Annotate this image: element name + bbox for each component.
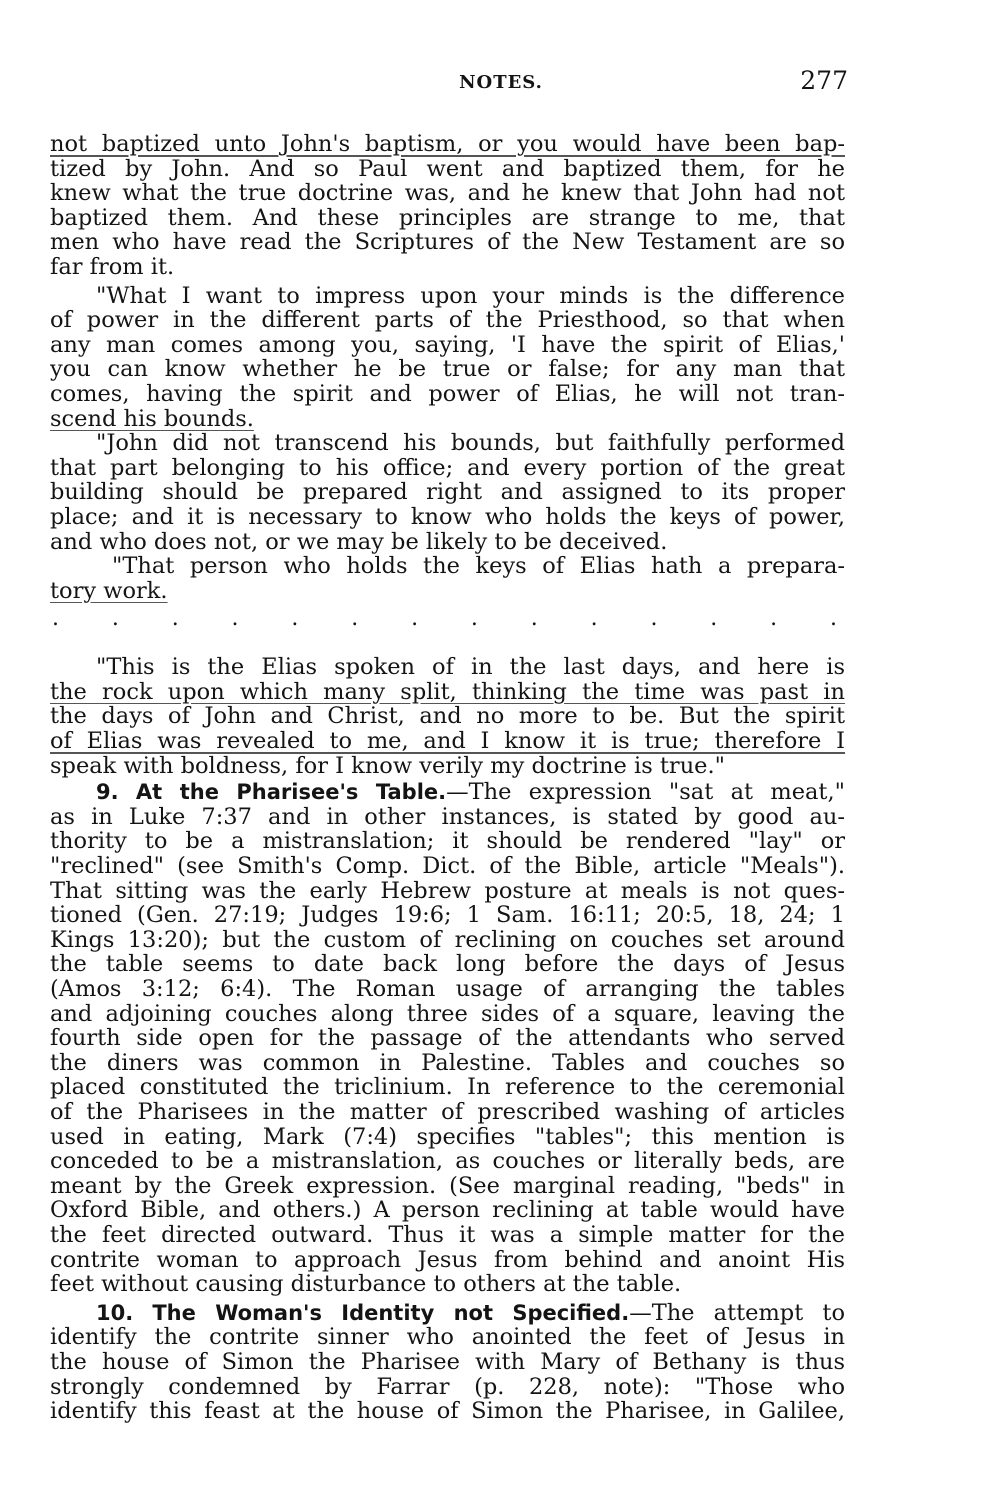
text-line: that part belonging to his office; and every portion of the great: [50, 455, 845, 481]
quote-paragraph-4: [50, 554, 845, 603]
ellipsis-dot: .: [470, 606, 478, 632]
note-number: 9.: [96, 780, 119, 805]
text-line: "John did not transcend his bounds, but faithfully performed: [96, 431, 845, 456]
text-line: tory work.: [50, 578, 168, 604]
text-line: the house of Simon the Pharisee with Mary of Bethany is thus: [50, 1349, 845, 1375]
ellipsis-dot: .: [770, 606, 778, 632]
text-line: far from it.: [50, 254, 175, 280]
ellipsis-row: [50, 607, 845, 631]
ellipsis-dot: .: [710, 606, 718, 632]
ellipsis-dot: .: [231, 606, 239, 632]
text-line: place; and it is necessary to know who holds the keys of power,: [50, 504, 845, 530]
text-line: any man comes among you, saying, 'I have the spirit of Elias,': [50, 332, 845, 358]
text-line: and adjoining couches along three sides of a square, leaving the: [50, 1001, 845, 1027]
text-line: "What I want to impress upon your minds is the difference: [96, 283, 845, 309]
text-line: you can know whether he be true or false; for any man that: [50, 357, 845, 382]
note-10: [50, 1301, 845, 1424]
text-line: knew what the true doctrine was, and he knew that John had not: [50, 181, 845, 206]
text-line: of Elias was revealed to me, and I know it is true; therefore I: [50, 729, 845, 754]
page-number: 277: [800, 66, 848, 95]
ellipsis-dot: .: [650, 606, 658, 632]
note-heading-rest: —The expression "sat at meat,": [446, 780, 845, 805]
note-heading: The Woman's Identity not Specified.: [152, 1300, 630, 1325]
quote-paragraph-3: [50, 431, 845, 554]
running-head: NOTES.: [459, 72, 543, 93]
text-line: That sitting was the early Hebrew posture at meals is not ques-: [50, 878, 845, 904]
text-line: as in Luke 7:37 and in other instances, is stated by good au-: [50, 804, 845, 830]
text-line: the diners was common in Palestine. Tables and couches so: [50, 1050, 845, 1076]
text-line: tized by John. And so Paul went and baptized them, for he: [50, 156, 845, 182]
text-line: the rock upon which many split, thinking the time was past in: [50, 679, 845, 705]
text-line: meant by the Greek expression. (See marginal reading, "beds" in: [50, 1173, 845, 1199]
text-line: "reclined" (see Smith's Comp. Dict. of the Bible, article "Meals").: [50, 854, 845, 879]
note-number: 10.: [96, 1300, 134, 1325]
text-line: feet without causing disturbance to others at the table.: [50, 1272, 682, 1297]
quote-paragraph-5: [50, 655, 845, 778]
ellipsis-dot: .: [411, 606, 419, 632]
note-9: [50, 780, 845, 1296]
ellipsis-dot: .: [291, 606, 299, 632]
text-line: not baptized unto John's baptism, or you would have been bap-: [50, 132, 845, 157]
ellipsis-dot: .: [171, 606, 179, 632]
text-line: (Amos 3:12; 6:4). The Roman usage of arranging the tables: [50, 977, 845, 1002]
text-line: "This is the Elias spoken of in the last days, and here is: [96, 655, 845, 680]
note-heading-rest: —The attempt to: [629, 1300, 845, 1326]
ellipsis-dot: .: [111, 606, 119, 632]
quote-paragraph-2: [50, 284, 845, 432]
text-line: building should be prepared right and assigned to its proper: [50, 480, 845, 505]
text-line: men who have read the Scriptures of the New Testament are so: [50, 230, 845, 255]
text-line: conceded to be a mistranslation, as couches or literally beds, are: [50, 1149, 845, 1174]
text-line: the table seems to date back long before the days of Jesus: [50, 952, 845, 977]
text-line: of the Pharisees in the matter of prescribed washing of articles: [50, 1099, 845, 1125]
text-line: scend his bounds.: [50, 406, 254, 432]
ellipsis-dot: .: [351, 606, 359, 632]
note-heading: At the Pharisee's Table.: [135, 780, 447, 805]
text-line: thority to be a mistranslation; it should be rendered "lay" or: [50, 829, 845, 855]
note-heading-line: [50, 1301, 845, 1326]
text-line: the feet directed outward. Thus it was a simple matter for the: [50, 1222, 845, 1248]
ellipsis-dot: .: [52, 606, 59, 632]
text-line: baptized them. And these principles are strange to me, that: [50, 205, 845, 231]
quote-paragraph-1: [50, 132, 845, 280]
text-line: Oxford Bible, and others.) A person reclining at table would have: [50, 1198, 845, 1223]
text-line: contrite woman to approach Jesus from behind and anoint His: [50, 1247, 845, 1273]
text-line: identify the contrite sinner who anointed the feet of Jesus in: [50, 1325, 845, 1350]
text-line: comes, having the spirit and power of Elias, he will not tran-: [50, 381, 845, 407]
ellipsis-dot: .: [530, 606, 538, 632]
text-line: and who does not, or we may be likely to be deceived.: [50, 529, 668, 555]
ellipsis-dot: .: [829, 606, 837, 632]
text-line: of power in the different parts of the Priesthood, so that when: [50, 308, 845, 333]
text-line: the days of John and Christ, and no more to be. But the spirit: [50, 704, 845, 730]
note-heading-line: [50, 780, 845, 805]
text-line: fourth side open for the passage of the attendants who served: [50, 1026, 845, 1051]
text-line: used in eating, Mark (7:4) specifies "tables"; this mention is: [50, 1124, 845, 1150]
text-line: speak with boldness, for I know verily my doctrine is true.": [50, 753, 725, 779]
ellipsis-dot: .: [590, 606, 598, 632]
text-line: tioned (Gen. 27:19; Judges 19:6; 1 Sam. 16:11; 20:5, 18, 24; 1: [50, 903, 845, 928]
text-line: Kings 13:20); but the custom of reclining on couches set around: [50, 927, 845, 953]
text-line: placed constituted the triclinium. In reference to the ceremonial: [50, 1075, 845, 1100]
text-line: identify this feast at the house of Simon the Pharisee, in Galilee,: [50, 1399, 845, 1424]
text-line: "That person who holds the keys of Elias hath a prepara-: [112, 554, 845, 579]
text-line: strongly condemned by Farrar (p. 228, note): "Those who: [50, 1374, 845, 1400]
body-text: [50, 132, 845, 1424]
